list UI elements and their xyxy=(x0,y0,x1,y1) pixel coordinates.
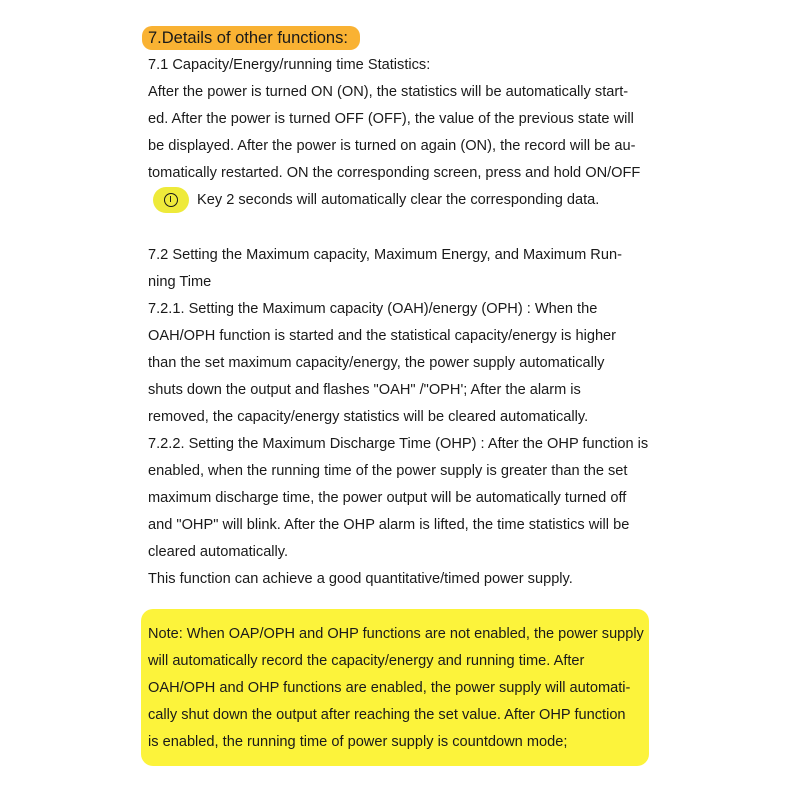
section-72-line: and "OHP" will blink. After the OHP alarm is lifted, the time statistics will be xyxy=(148,517,630,533)
note-line: Note: When OAP/OPH and OHP functions are not enabled, the power supply xyxy=(148,626,644,642)
section-72-line: 7.2.1. Setting the Maximum capacity (OAH)/energy (OPH) : When the xyxy=(148,301,598,317)
section-72-line: shuts down the output and flashes "OAH" /"OPH'; After the alarm is xyxy=(148,382,581,398)
section-71-line: be displayed. After the power is turned on again (ON), the record will be au- xyxy=(148,138,636,154)
note-line: is enabled, the running time of power supply is countdown mode; xyxy=(148,734,568,750)
section-71-line: ed. After the power is turned OFF (OFF), the value of the previous state will xyxy=(148,111,634,127)
section-71-icon-line: Key 2 seconds will automatically clear the corresponding data. xyxy=(197,192,600,208)
section-heading: 7.Details of other functions: xyxy=(142,26,360,50)
section-72-line: OAH/OPH function is started and the statistical capacity/energy is higher xyxy=(148,328,617,344)
section-72-line: maximum discharge time, the power output will be automatically turned off xyxy=(148,490,627,506)
section-72-line: 7.2.2. Setting the Maximum Discharge Time (OHP) : After the OHP function is xyxy=(148,436,649,452)
section-71-line: tomatically restarted. ON the corresponding screen, press and hold ON/OFF xyxy=(148,165,641,181)
section-72-title: 7.2 Setting the Maximum capacity, Maximum Energy, and Maximum Run- xyxy=(148,247,622,263)
section-71-line: After the power is turned ON (ON), the statistics will be automatically start- xyxy=(148,84,629,100)
section-72-line: cleared automatically. xyxy=(148,544,289,560)
note-line: will automatically record the capacity/energy and running time. After xyxy=(148,653,585,669)
note-line: OAH/OPH and OHP functions are enabled, the power supply will automati- xyxy=(148,680,631,696)
section-72-line: than the set maximum capacity/energy, the power supply automatically xyxy=(148,355,605,371)
section-72-line: This function can achieve a good quantitative/timed power supply. xyxy=(148,571,573,587)
section-72-title: ning Time xyxy=(148,274,212,290)
section-72-line: removed, the capacity/energy statistics will be cleared automatically. xyxy=(148,409,589,425)
section-72-line: enabled, when the running time of the power supply is greater than the set xyxy=(148,463,628,479)
power-button-highlight xyxy=(153,187,189,213)
section-71-title: 7.1 Capacity/Energy/running time Statistics: xyxy=(148,57,431,73)
note-line: cally shut down the output after reaching the set value. After OHP function xyxy=(148,707,626,723)
power-button-icon xyxy=(164,193,178,207)
